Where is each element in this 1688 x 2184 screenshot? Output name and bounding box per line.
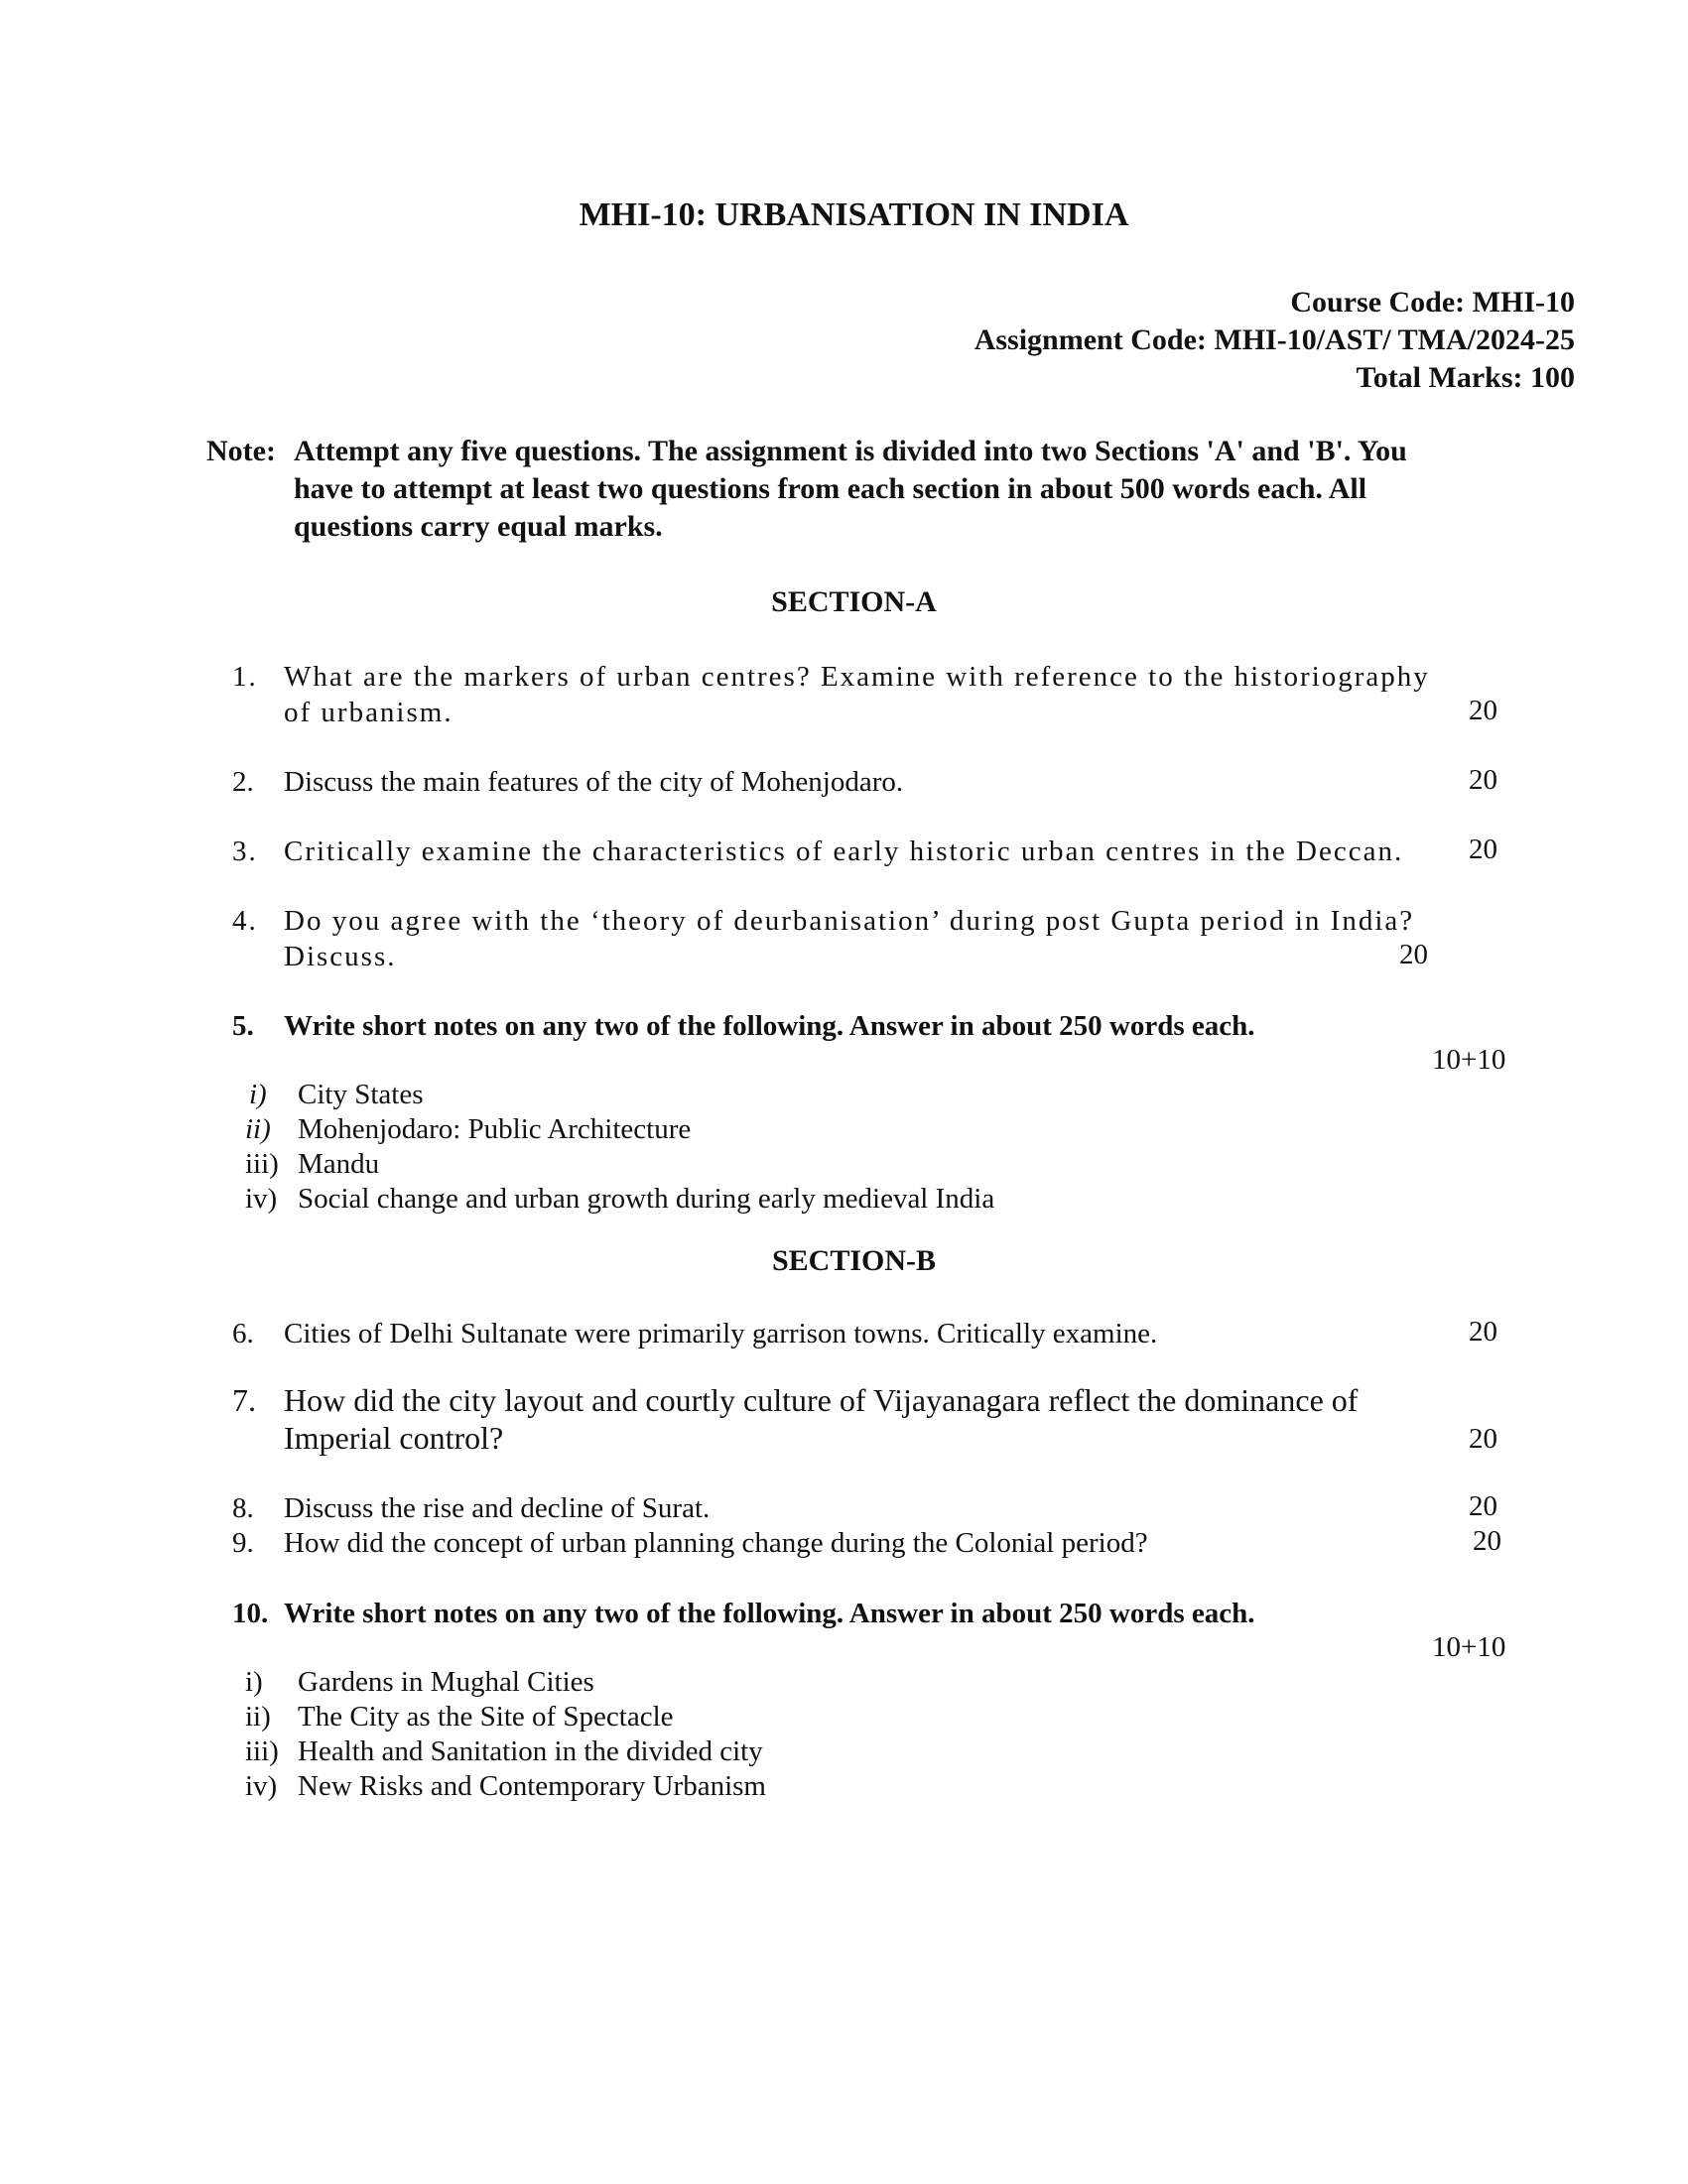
question-9 [232, 1525, 1518, 1561]
list-item [245, 1078, 994, 1112]
list-item-text: Social change and urban growth during early medieval India [298, 1183, 995, 1215]
question-text: Do you agree with the ‘theory of deurbanisation’ during post Gupta period in India? [284, 905, 1415, 937]
note-label: Note: [206, 435, 276, 467]
question-marks: 20 [1473, 1525, 1501, 1557]
list-item [245, 1700, 766, 1734]
list-item [245, 1665, 766, 1700]
assignment-code: Assignment Code: MHI-10/AST/ TMA/2024-25 [974, 323, 1575, 356]
question-text: Critically examine the characteristics of early historic urban centres in the Deccan. [284, 835, 1404, 867]
list-item-numeral: i) [249, 1079, 267, 1110]
note-block [206, 433, 1576, 546]
question-marks: 10+10 [1432, 1044, 1506, 1076]
note-line: have to attempt at least two questions from each section in about 500 words each. All [294, 472, 1367, 505]
question-text: Discuss the main features of the city of Mohenjodaro. [284, 766, 904, 798]
question-10 [232, 1596, 1518, 1631]
note-line: Attempt any five questions. The assignment is divided into two Sections 'A' and 'B'. You [294, 435, 1407, 467]
question-text: How did the city layout and courtly culture of Vijayanagara reflect the dominance of [284, 1382, 1359, 1418]
question-marks: 20 [1469, 764, 1497, 796]
section-b-heading: SECTION-B [771, 1244, 937, 1277]
list-item-text: New Risks and Contemporary Urbanism [298, 1770, 766, 1802]
list-item-text: City States [298, 1079, 424, 1110]
question-marks: 20 [1469, 1316, 1497, 1348]
question-marks: 10+10 [1432, 1631, 1506, 1663]
list-item-numeral: iv) [245, 1183, 278, 1215]
question-text: Discuss. [284, 941, 397, 972]
question-marks: 20 [1469, 1490, 1497, 1522]
list-item [245, 1112, 994, 1147]
question-text: Imperial control? [284, 1420, 504, 1456]
list-item-numeral: iii) [245, 1148, 279, 1180]
list-item [245, 1147, 994, 1182]
question-text: Cities of Delhi Sultanate were primarily garrison towns. Critically examine. [284, 1318, 1158, 1349]
question-7 [232, 1381, 1518, 1457]
question-text: Write short notes on any two of the following. Answer in about 250 words each. [284, 1598, 1255, 1629]
page-title: MHI-10: URBANISATION IN INDIA [579, 196, 1129, 233]
question-marks: 20 [1399, 939, 1428, 970]
section-a-heading: SECTION-A [771, 585, 937, 618]
list-item [245, 1182, 994, 1217]
note-body [294, 433, 1576, 546]
list-item [245, 1769, 766, 1804]
note-line: questions carry equal marks. [294, 510, 663, 543]
list-item-text: Mandu [298, 1148, 380, 1180]
question-text: How did the concept of urban planning change during the Colonial period? [284, 1527, 1148, 1559]
question-4 [232, 903, 1518, 974]
question-number: 8. [232, 1492, 254, 1524]
question-text: of urbanism. [284, 697, 454, 728]
question-5 [232, 1008, 1518, 1044]
question-number: 10. [232, 1598, 269, 1629]
list-item-text: Mohenjodaro: Public Architecture [298, 1113, 692, 1145]
list-item [245, 1734, 766, 1769]
question-text: What are the markers of urban centres? Examine with reference to the historiography [284, 661, 1430, 693]
question-1 [232, 659, 1518, 730]
list-item-numeral: i) [245, 1666, 263, 1698]
list-item-text: Health and Sanitation in the divided city [298, 1735, 763, 1767]
list-item-numeral: iii) [245, 1735, 279, 1767]
question-6 [232, 1316, 1518, 1351]
subquestion-list [245, 1078, 994, 1217]
subquestion-list [245, 1665, 766, 1804]
question-8 [232, 1490, 1518, 1526]
total-marks: Total Marks: 100 [1356, 361, 1575, 394]
list-item-text: The City as the Site of Spectacle [298, 1701, 674, 1733]
list-item-text: Gardens in Mughal Cities [298, 1666, 594, 1698]
question-text: Write short notes on any two of the following. Answer in about 250 words each. [284, 1010, 1255, 1042]
course-code: Course Code: MHI-10 [1290, 286, 1575, 319]
question-number: 5. [232, 1010, 254, 1042]
question-2 [232, 764, 1518, 800]
question-number: 1. [232, 661, 258, 693]
list-item-numeral: ii) [245, 1113, 271, 1145]
question-marks: 20 [1469, 695, 1497, 726]
question-text: Discuss the rise and decline of Surat. [284, 1492, 711, 1524]
question-marks: 20 [1469, 1423, 1497, 1455]
question-number: 7. [232, 1382, 256, 1418]
question-number: 3. [232, 835, 258, 867]
question-marks: 20 [1469, 834, 1497, 865]
question-number: 4. [232, 905, 258, 937]
list-item-numeral: iv) [245, 1770, 278, 1802]
question-number: 9. [232, 1527, 254, 1559]
question-number: 2. [232, 766, 254, 798]
question-number: 6. [232, 1318, 254, 1349]
list-item-numeral: ii) [245, 1701, 271, 1733]
question-3 [232, 834, 1518, 869]
